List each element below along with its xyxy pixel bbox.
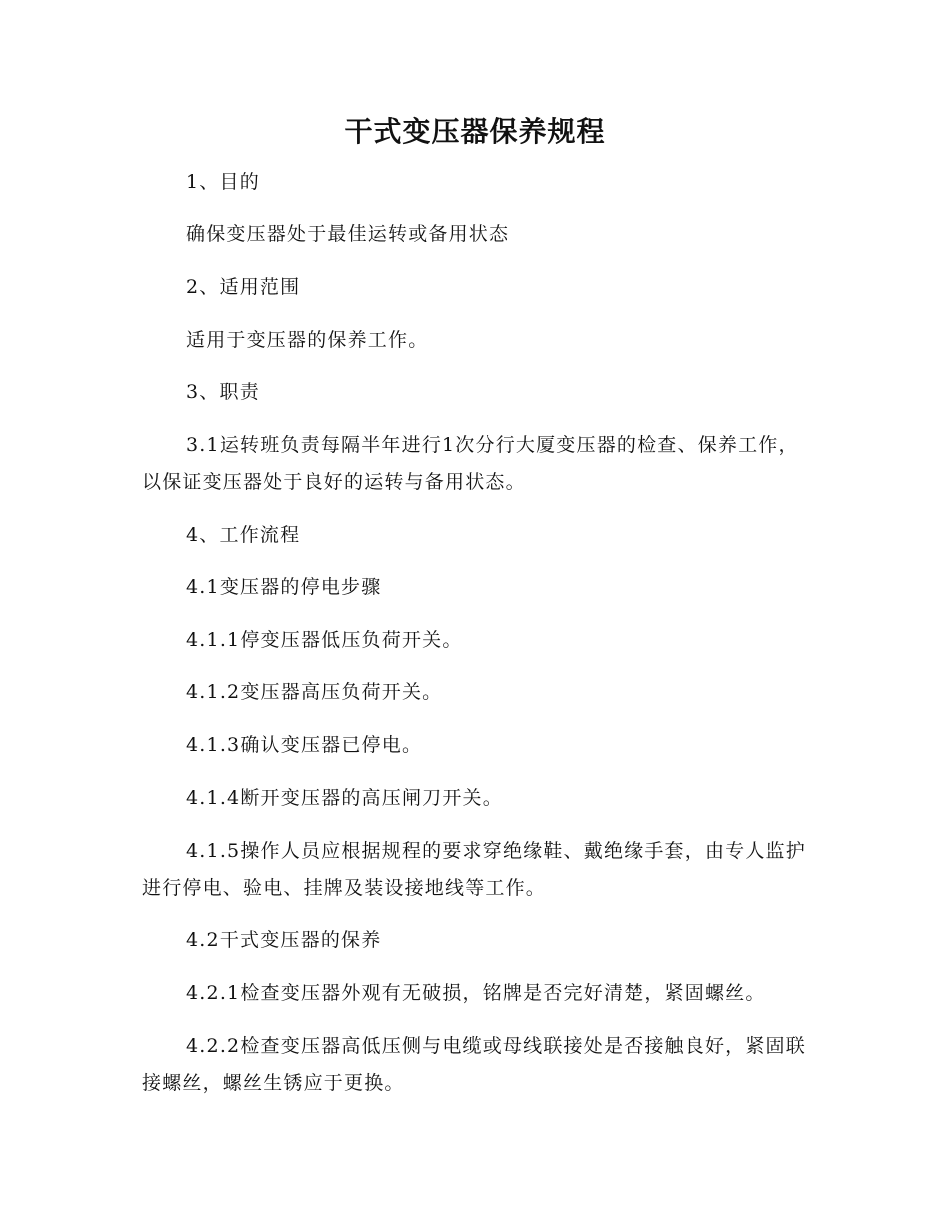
paragraph-4-1-4: 4.1.4断开变压器的高压闸刀开关。: [186, 787, 503, 809]
paragraph-4-1-1: 4.1.1停变压器低压负荷开关。: [186, 629, 463, 651]
section-heading-scope: 2、适用范围: [186, 276, 301, 298]
paragraph-scope: 适用于变压器的保养工作。: [186, 329, 429, 351]
paragraph-4-1-2: 4.1.2变压器高压负荷开关。: [186, 681, 443, 703]
section-heading-purpose: 1、目的: [186, 171, 260, 193]
paragraph-4-1-3: 4.1.3确认变压器已停电。: [186, 734, 423, 756]
section-heading-duties: 3、职责: [186, 381, 260, 403]
document-title: 干式变压器保养规程: [344, 115, 606, 148]
paragraph-4-2-1: 4.2.1检查变压器外观有无破损，铭牌是否完好清楚，紧固螺丝。: [186, 982, 766, 1004]
paragraph-4-1-5: 4.1.5操作人员应根据规程的要求穿绝缘鞋、戴绝缘手套，由专人监护进行停电、验电、挂牌及装设接地线等工作。: [142, 840, 806, 899]
paragraph-purpose: 确保变压器处于最佳运转或备用状态: [186, 223, 510, 245]
subheading-4-2: 4.2干式变压器的保养: [186, 929, 382, 951]
section-heading-workflow: 4、工作流程: [186, 524, 301, 546]
subheading-4-1: 4.1变压器的停电步骤: [186, 576, 382, 598]
paragraph-4-2-2: 4.2.2检查变压器高低压侧与电缆或母线联接处是否接触良好，紧固联接螺丝，螺丝生锈应于更换。: [142, 1035, 806, 1094]
paragraph-duty-3-1: 3.1运转班负责每隔半年进行1次分行大厦变压器的检查、保养工作，以保证变压器处于良好的运转与备用状态。: [142, 434, 799, 493]
